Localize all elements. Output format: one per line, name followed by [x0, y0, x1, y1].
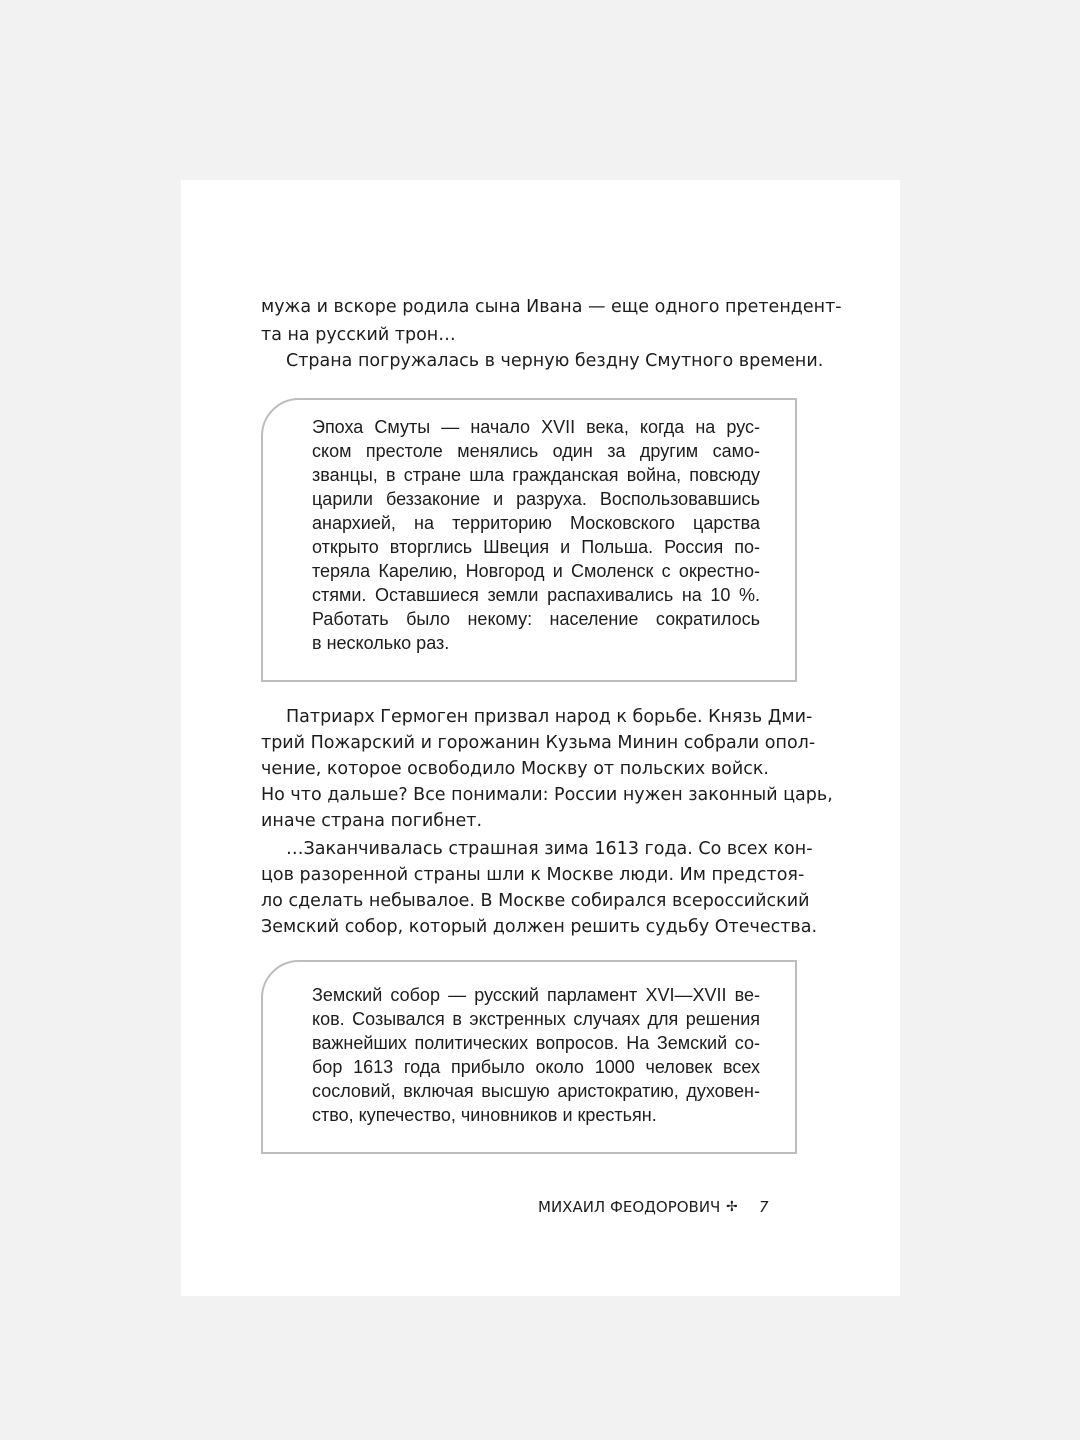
paragraph-3-line-2: трий Пожарский и горожанин Кузьма Минин собрали опол- — [261, 733, 816, 753]
paragraph-1-line-2: та на русский трон… — [261, 325, 456, 345]
sidebar-1-line-8: стями. Оставшиеся земли распахивались на 10 %. — [312, 585, 760, 605]
running-title: МИХАИЛ ФЕОДОРОВИЧ — [538, 1198, 721, 1216]
paragraph-4-line-2: цов разоренной страны шли к Москве люди. Им предстоя- — [261, 865, 805, 885]
sidebar-2-line-5: сословий, включая высшую аристократию, духовен- — [312, 1081, 760, 1101]
paragraph-3-line-4: Но что дальше? Все понимали: России нужен законный царь, — [261, 785, 833, 805]
sidebar-1-line-6: открыто вторглись Швеция и Польша. Россия по- — [312, 537, 760, 557]
page-number: 7 — [759, 1198, 769, 1216]
paragraph-3-line-3: чение, которое освободило Москву от польских войск. — [261, 759, 769, 779]
sidebar-1-line-10: в несколько раз. — [312, 633, 450, 653]
sidebar-1-line-5: анархией, на территорию Московского царства — [312, 513, 760, 533]
sidebar-1-line-7: теряла Карелию, Новгород и Смоленск с окрестно- — [312, 561, 760, 581]
sidebar-2-line-3: важнейших политических вопросов. На Земский со- — [312, 1033, 760, 1053]
sidebar-1-line-1: Эпоха Смуты — начало XVII века, когда на рус- — [312, 417, 760, 437]
ornament-icon: ✢ — [726, 1199, 738, 1215]
sidebar-1-line-9: Работать было некому: население сократилось — [312, 609, 760, 629]
paragraph-3-line-1: Патриарх Гермоген призвал народ к борьбе. Князь Дми- — [286, 707, 813, 727]
sidebar-1-line-3: званцы, в стране шла гражданская война, повсюду — [312, 465, 760, 485]
sidebar-1-line-4: царили беззаконие и разруха. Воспользовавшись — [312, 489, 760, 509]
paragraph-4-line-1: …Заканчивалась страшная зима 1613 года. Со всех кон- — [286, 839, 813, 859]
sidebar-2-line-2: ков. Созывался в экстренных случаях для решения — [312, 1009, 760, 1029]
sidebar-2-line-1: Земский собор — русский парламент XVI—XVII ве- — [312, 985, 760, 1005]
paragraph-2-line-1: Страна погружалась в черную бездну Смутного времени. — [286, 351, 824, 371]
sidebar-1-line-2: ском престоле менялись один за другим само- — [312, 441, 760, 461]
paragraph-4-line-3: ло сделать небывалое. В Москве собирался всероссийский — [261, 891, 810, 911]
paragraph-1-line-1: мужа и вскоре родила сына Ивана — еще одного претендент- — [261, 297, 842, 317]
paragraph-4-line-4: Земский собор, который должен решить судьбу Отечества. — [261, 917, 818, 937]
book-page — [181, 180, 900, 1296]
sidebar-2-line-6: ство, купечество, чиновников и крестьян. — [312, 1105, 657, 1125]
sidebar-2-line-4: бор 1613 года прибыло около 1000 человек всех — [312, 1057, 760, 1077]
paragraph-3-line-5: иначе страна погибнет. — [261, 811, 483, 831]
